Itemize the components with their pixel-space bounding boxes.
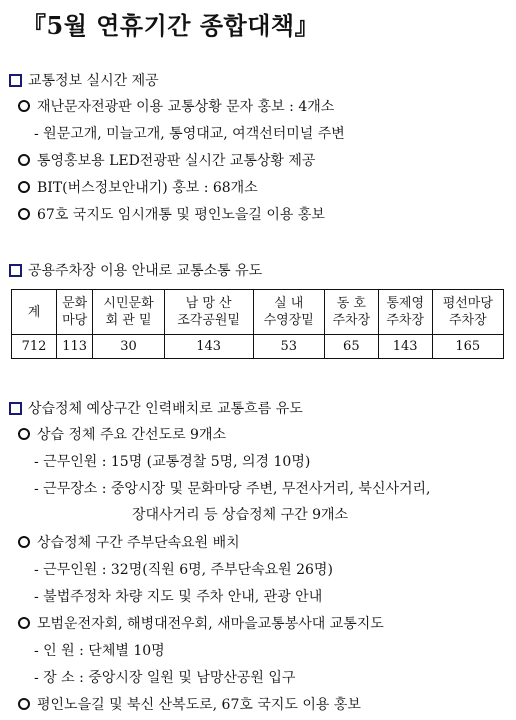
bullet-text: 통영홍보용 LED전광판 실시간 교통상황 제공 — [37, 153, 316, 169]
table-header-cell: 남 망 산 조각공원밑 — [164, 290, 253, 335]
section-3-bullet-2 — [18, 532, 240, 552]
table-cell: 143 — [378, 335, 432, 359]
section-3-bullet-2-sub-1: - 근무인원 : 32명(직원 6명, 주부단속요원 26명) — [34, 562, 333, 578]
section-1-heading-text: 교통정보 실시간 제공 — [28, 73, 159, 89]
section-3-bullet-1-sub-2-cont: 장대사거리 등 상습정체 구간 9개소 — [132, 507, 349, 523]
section-2-heading-text: 공용주차장 이용 안내로 교통소통 유도 — [28, 263, 263, 279]
bullet-text: 상습정체 구간 주부단속요원 배치 — [37, 535, 240, 551]
circle-bullet-icon — [18, 181, 30, 193]
table-header-cell: 계 — [12, 290, 57, 335]
section-3-bullet-1-sub-2: - 근무장소 : 중앙시장 및 문화마당 주변, 무전사거리, 북신사거리, — [34, 481, 431, 497]
bullet-text: 상습 정체 주요 간선도로 9개소 — [37, 427, 226, 443]
section-1-bullet-2 — [18, 150, 315, 170]
section-3-bullet-3-sub-2: - 장 소 : 중앙시장 일원 및 남망산공원 입구 — [34, 670, 296, 686]
table-cell: 712 — [12, 335, 57, 359]
circle-bullet-icon — [18, 208, 30, 220]
table-cell: 143 — [164, 335, 253, 359]
bullet-text: 평인노을길 및 북신 산복도로, 67호 국지도 이용 홍보 — [37, 697, 361, 713]
section-2-heading — [9, 260, 262, 280]
table-cell: 53 — [253, 335, 324, 359]
section-1-bullet-3 — [18, 177, 258, 197]
table-header-cell: 시민문화 회 관 밑 — [93, 290, 164, 335]
table-row — [12, 335, 504, 359]
bullet-text: 67호 국지도 임시개통 및 평인노을길 이용 홍보 — [37, 207, 325, 223]
table-cell: 113 — [57, 335, 93, 359]
circle-bullet-icon — [18, 428, 30, 440]
square-bullet-icon — [9, 264, 22, 277]
section-3-heading-text: 상습정체 예상구간 인력배치로 교통흐름 유도 — [28, 401, 303, 417]
table-header-cell: 평선마당 주차장 — [432, 290, 503, 335]
bullet-text: BIT(버스정보안내기) 홍보 : 68개소 — [37, 180, 258, 196]
square-bullet-icon — [9, 402, 22, 415]
page-title: 『5월 연휴기간 종합대책』 — [22, 11, 320, 40]
square-bullet-icon — [9, 74, 22, 87]
section-3-bullet-3-sub-1: - 인 원 : 단체별 10명 — [34, 643, 165, 659]
table-header-cell: 통제영 주차장 — [378, 290, 432, 335]
table-cell: 165 — [432, 335, 503, 359]
section-1-bullet-4 — [18, 204, 325, 224]
table-header-cell: 동 호 주차장 — [324, 290, 378, 335]
section-3-heading — [9, 398, 303, 418]
circle-bullet-icon — [18, 154, 30, 166]
circle-bullet-icon — [18, 617, 30, 629]
section-3-bullet-1 — [18, 424, 226, 444]
section-1-bullet-1-sub: - 원문고개, 미늘고개, 통영대교, 여객선터미널 주변 — [34, 126, 345, 142]
bullet-text: 모범운전자회, 해병대전우회, 새마을교통봉사대 교통지도 — [37, 616, 384, 632]
parking-table — [11, 289, 504, 359]
table-cell: 65 — [324, 335, 378, 359]
section-1-heading — [9, 70, 159, 90]
section-1-bullet-1 — [18, 96, 334, 116]
table-header-row — [12, 290, 504, 335]
circle-bullet-icon — [18, 100, 30, 112]
section-3-bullet-3 — [18, 613, 384, 633]
circle-bullet-icon — [18, 536, 30, 548]
table-header-cell: 문화 마당 — [57, 290, 93, 335]
table-cell: 30 — [93, 335, 164, 359]
section-3-bullet-1-sub-1: - 근무인원 : 15명 (교통경찰 5명, 의경 10명) — [34, 454, 311, 470]
section-3-bullet-2-sub-2: - 불법주정차 차량 지도 및 주차 안내, 관광 안내 — [34, 589, 323, 605]
bullet-text: 재난문자전광판 이용 교통상황 문자 홍보 : 4개소 — [37, 99, 335, 115]
table-header-cell: 실 내 수영장밑 — [253, 290, 324, 335]
section-3-bullet-4 — [18, 694, 361, 714]
circle-bullet-icon — [18, 698, 30, 710]
